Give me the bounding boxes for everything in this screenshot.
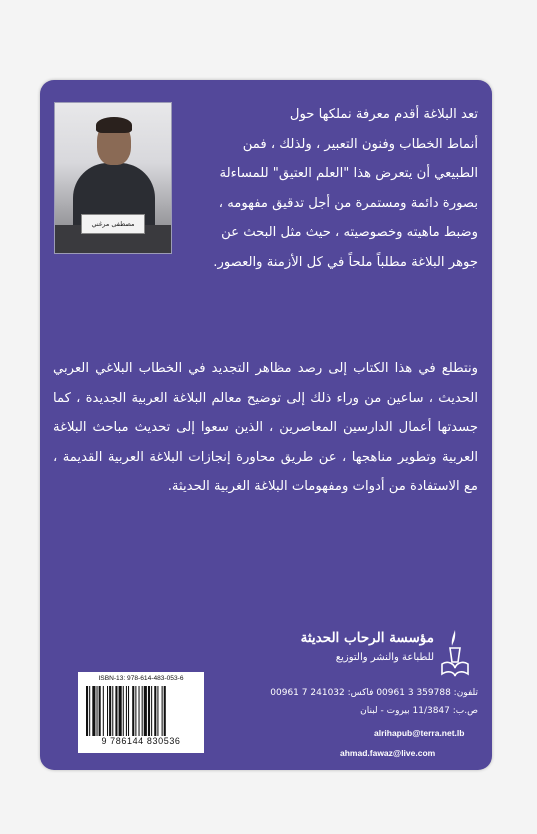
barcode-bar — [99, 686, 101, 736]
author-photo — [54, 102, 172, 254]
barcode-bar — [97, 686, 98, 736]
barcode-digits: 9 786144 830536 — [101, 736, 181, 746]
barcode-bar — [123, 686, 124, 736]
author-hair — [96, 117, 132, 133]
publisher-block — [274, 628, 474, 678]
contact-po-box: ص.ب: 11/3847 بيروت - لبنان — [360, 706, 478, 716]
barcode-bar — [86, 686, 88, 736]
barcode-bar — [164, 686, 166, 736]
publisher-logo-icon — [436, 628, 474, 680]
barcode-bar — [142, 686, 143, 736]
barcode-bar — [103, 686, 104, 736]
contact-email-1: alrihapub@terra.net.lb — [374, 728, 465, 738]
para1-line-5: وضبط ماهيته وخصوصيته ، حيث مثل البحث عن — [221, 225, 478, 240]
para1-line-3: الطبيعي أن يتعرض هذا "العلم العتيق" للمساءلة — [219, 166, 478, 181]
barcode-bar — [157, 686, 158, 736]
para1-line-1: تعد البلاغة أقدم معرفة نملكها حول — [289, 107, 478, 122]
barcode-bar — [92, 686, 95, 736]
barcode-bar — [139, 686, 140, 736]
barcode-bar — [151, 686, 152, 736]
isbn-barcode — [78, 672, 204, 753]
contact-phone: تلفون: 359788 3 00961 فاكس: 241032 7 00961 — [270, 688, 478, 698]
publisher-subtitle: للطباعة والنشر والتوزيع — [335, 652, 434, 663]
barcode-bars — [86, 686, 196, 736]
barcode-bar — [162, 686, 163, 736]
para1-line-4: بصورة دائمة ومستمرة من أجل تدقيق مفهومه ، — [218, 195, 478, 211]
barcode-bar — [135, 686, 136, 736]
barcode-bar — [132, 686, 134, 736]
book-back-cover — [40, 80, 492, 770]
contact-email-2: ahmad.fawaz@live.com — [340, 748, 436, 758]
barcode-bar — [119, 686, 122, 736]
barcode-bar — [126, 686, 127, 736]
para1-line-6: جوهر البلاغة مطلباً ملحاً في كل الأزمنة والعصور. — [213, 254, 478, 270]
barcode-bar — [148, 686, 150, 736]
barcode-bar — [109, 686, 111, 736]
barcode-bar — [128, 686, 129, 736]
publisher-name: مؤسسة الرحاب الحديثة — [300, 630, 434, 646]
para1-line-2: أنماط الخطاب وفنون التعبير ، ولذلك ، فمن — [242, 136, 478, 152]
barcode-bar — [115, 686, 117, 736]
isbn-label: ISBN-13: 978-614-483-053-6 — [98, 675, 184, 682]
barcode-bar — [144, 686, 147, 736]
author-nameplate: مصطفى مرغني — [81, 214, 145, 234]
barcode-bar — [112, 686, 113, 736]
barcode-bar — [154, 686, 156, 736]
description-paragraph-2: ونتطلع في هذا الكتاب إلى رصد مظاهر التجديد في الخطاب البلاغي العربي الحديث ، ساعين من وراء ذلك إلى توضيح معالم البلاغة العربية الجديدة ، كما جسدتها أعمال الدارسين المعاصرين ، الذين سعوا إلى تحديث مباحث البلاغة العربية وتطوير مناهجها ، عن طريق محاورة إنجازات البلاغة العربية القديمة ، مع الاستفادة من أدوات ومفهومات البلاغة الغربية الحديثة. — [53, 361, 478, 494]
barcode-bar — [89, 686, 90, 736]
barcode-bar — [107, 686, 108, 736]
